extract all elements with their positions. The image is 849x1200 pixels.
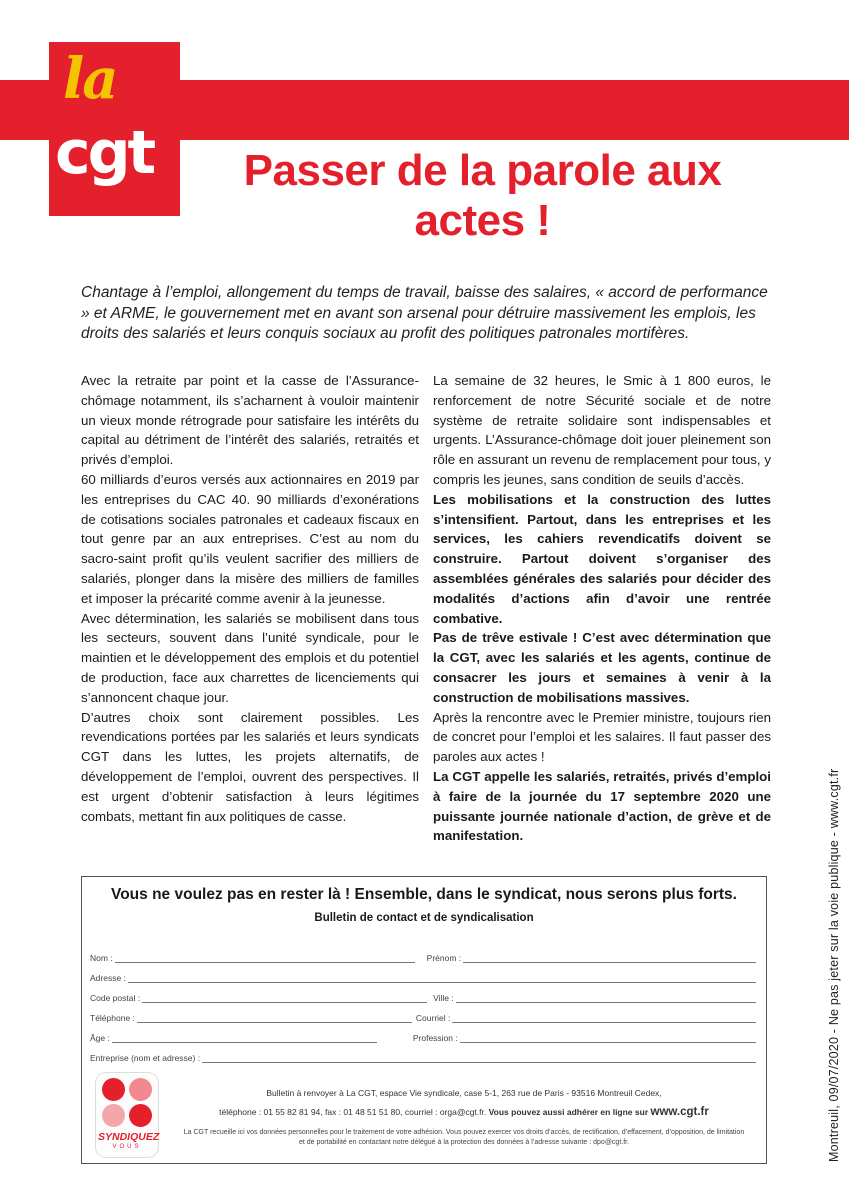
face-icon xyxy=(102,1078,125,1101)
page-title: Passer de la parole aux actes ! xyxy=(243,146,722,245)
profession-label: Profession : xyxy=(412,1033,458,1043)
form-headline: Vous ne voulez pas en rester là ! Ensemble, dans le syndicat, nous serons plus forts. xyxy=(111,886,737,903)
adresse-label: Adresse : xyxy=(90,973,126,983)
form-row-name xyxy=(90,949,756,963)
syndiquez-vous-badge xyxy=(96,1073,158,1157)
form-row-postal xyxy=(90,989,756,1003)
left-paragraph-1: Avec la retraite par point et la casse de l’Assurance-chômage notamment, ils s’acharnent à vouloir maintenir un vieux monde rétrograde pour satisfaire les intérêts du capital au détriment de l’intérêt des salariés, retraités et privés d’emploi. xyxy=(81,373,419,468)
nom-field[interactable] xyxy=(115,952,415,963)
right-column xyxy=(433,371,771,846)
ville-field[interactable] xyxy=(456,992,756,1003)
right-paragraph-4: Après la rencontre avec le Premier ministre, toujours rien de concret pour l’emploi et les salaires. Il faut passer des paroles aux actes ! xyxy=(433,709,771,765)
cgt-logo xyxy=(49,42,180,216)
left-paragraph-4: D’autres choix sont clairement possibles. Les revendications portées par les salariés et leurs syndicats CGT dans les luttes, les projets alternatifs, de développement de l’emploi, ouvrent des perspectives. Il est urgent d’obtenir satisfaction à leurs légitimes combats, mettant fin aux politiques de casse. xyxy=(81,709,419,824)
online-text: Vous pouvez aussi adhérer en ligne sur xyxy=(488,1107,649,1117)
side-note: Montreuil, 09/07/2020 - Ne pas jeter sur la voie publique - www.cgt.fr xyxy=(827,768,841,1162)
telephone-label: Téléphone : xyxy=(90,1013,135,1023)
profession-field[interactable] xyxy=(460,1032,756,1043)
form-row-phone xyxy=(90,1009,756,1023)
left-column xyxy=(81,371,419,826)
entreprise-field[interactable] xyxy=(202,1052,756,1063)
ville-label: Ville : xyxy=(433,993,454,1003)
telephone-field[interactable] xyxy=(137,1012,412,1023)
prenom-field[interactable] xyxy=(463,952,756,963)
right-paragraph-2: Les mobilisations et la construction des luttes s’intensifient. Partout, dans les entreprises et les services, les cahiers revendicatifs doivent se construire. Partout doivent s’organiser des assemblées générales des salariés pour décider des modalités d’actions afin d’avoir une rentrée combative. xyxy=(433,491,771,626)
logo-cgt-text: cgt xyxy=(55,118,154,188)
face-icon xyxy=(129,1104,152,1127)
face-icon xyxy=(129,1078,152,1101)
badge-syndiquez: SYNDIQUEZ xyxy=(98,1131,160,1143)
right-paragraph-1: La semaine de 32 heures, le Smic à 1 800 euros, le renforcement de notre Sécurité sociale et de notre système de retraite solidaire sont indispensables et urgents. L’Assurance-chômage doit jouer pleinement son rôle en assurant un revenu de remplacement pour tous, y compris les jeunes, sans condition de seuils d’accès. xyxy=(433,373,771,487)
nom-label: Nom : xyxy=(90,953,113,963)
badge-vous: VOUS xyxy=(112,1144,142,1150)
face-icon xyxy=(102,1104,125,1127)
right-paragraph-5: La CGT appelle les salariés, retraités, privés d’emploi à faire de la journée du 17 septembre 2020 une puissante journée nationale d’action, de grève et de manifestation. xyxy=(433,768,771,844)
contact-details: téléphone : 01 55 82 81 94, fax : 01 48 51 51 80, courriel : orga@cgt.fr. xyxy=(219,1107,487,1117)
form-row-age xyxy=(90,1029,756,1043)
return-address: Bulletin à renvoyer à La CGT, espace Vie syndicale, case 5-1, 263 rue de Paris - 93516 Montreuil Cedex, xyxy=(266,1088,662,1098)
age-label: Âge : xyxy=(90,1033,110,1043)
courriel-field[interactable] xyxy=(452,1012,756,1023)
intro-paragraph: Chantage à l’emploi, allongement du temps de travail, baisse des salaires, « accord de performance » et ARME, le gouvernement met en avant son arsenal pour détruire massivement les emplois, les droits des salariés et leurs conquis sociaux au profit des politiques patronales mortifères. xyxy=(81,284,768,342)
age-field[interactable] xyxy=(112,1032,377,1043)
left-paragraph-2: 60 milliards d’euros versés aux actionnaires en 2019 par les entreprises du CAC 40. 90 milliards d’exonérations de cotisations sociales patronales et cadeaux fiscaux en tout genre par an aux entreprises. C’est au nom du sacro-saint profit qu’ils veulent sacrifier des milliers de salariés, plonger dans la misère des milliers de familles et imposer la précarité comme avenir à la jeunesse. xyxy=(81,471,419,606)
form-subheadline: Bulletin de contact et de syndicalisation xyxy=(314,912,534,924)
left-paragraph-3: Avec détermination, les salariés se mobilisent dans tous les secteurs, souvent dans l’unité syndicale, pour le maintien et le développement des emplois et du potentiel de production, face aux charrettes de licenciements qui s’annoncent chaque jour. xyxy=(81,610,419,705)
adresse-field[interactable] xyxy=(128,972,756,983)
code-postal-label: Code postal : xyxy=(90,993,141,1003)
form-row-company xyxy=(90,1049,756,1063)
courriel-label: Courriel : xyxy=(415,1013,451,1023)
gdpr-notice: La CGT recueille ici vos données personnelles pour le traitement de votre adhésion. Vous pouvez exercer vos droits d’accès, de rectification, d’effacement, d’opposition, de limitation et de portabilité en contactant notre délégué à la protection des données à l’adresse suivante : dpo@cgt.fr. xyxy=(183,1129,745,1146)
website-link[interactable]: www.cgt.fr xyxy=(650,1106,709,1118)
code-postal-field[interactable] xyxy=(142,992,427,1003)
right-paragraph-3: Pas de trêve estivale ! C’est avec détermination que la CGT, avec les salariés et les agents, continue de consacrer les jours et semaines à venir à la construction de mobilisations massives. xyxy=(433,630,771,705)
entreprise-label: Entreprise (nom et adresse) : xyxy=(90,1053,201,1063)
prenom-label: Prénom : xyxy=(426,953,462,963)
logo-la-text: la xyxy=(63,46,117,112)
membership-form xyxy=(81,876,767,1164)
form-row-address xyxy=(90,969,756,983)
contact-line xyxy=(172,1106,756,1118)
